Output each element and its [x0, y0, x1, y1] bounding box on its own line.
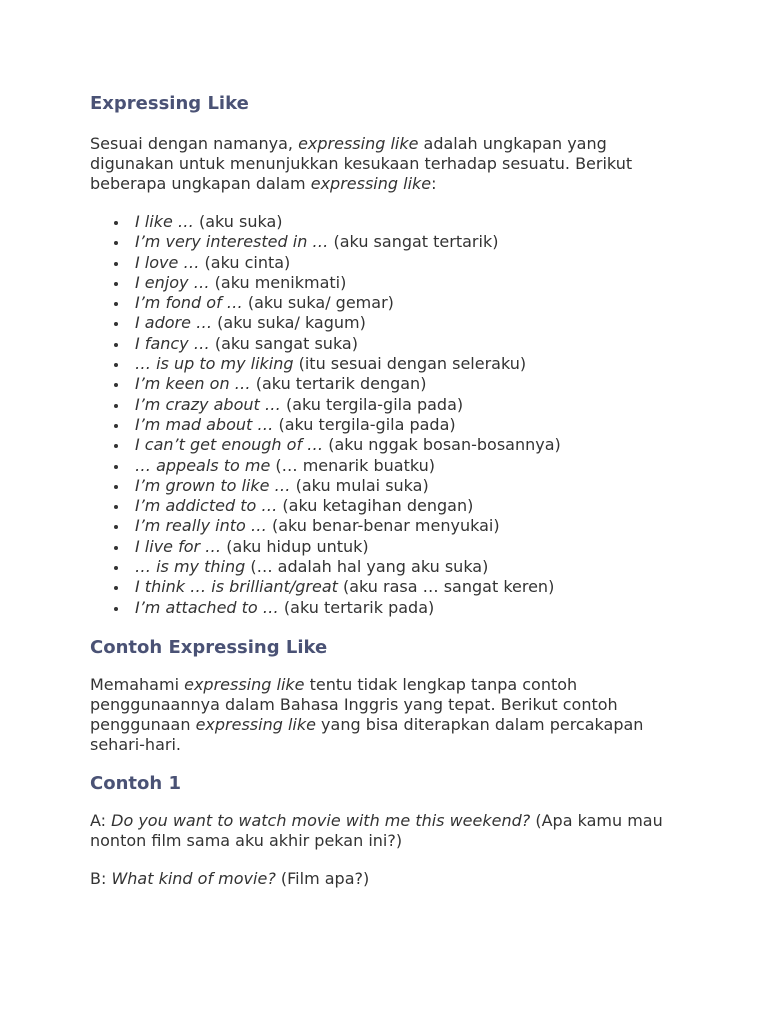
expression-english: I’m fond of … — [135, 293, 243, 313]
example-intro-paragraph — [90, 675, 678, 755]
dialog-speaker: B: — [90, 868, 112, 888]
expression-translation: (aku tertarik dengan) — [250, 374, 427, 394]
expression-english: … appeals to me — [135, 455, 271, 475]
list-item — [90, 456, 678, 476]
list-item — [90, 313, 678, 333]
expression-english: I’m keen on … — [135, 374, 251, 394]
dialog-translation: (Film apa?) — [275, 868, 370, 888]
list-item — [90, 435, 678, 455]
list-item — [90, 415, 678, 435]
expression-translation: (aku cinta) — [199, 252, 291, 272]
list-item — [90, 354, 678, 374]
expression-english: I enjoy … — [135, 272, 210, 292]
list-item — [90, 598, 678, 618]
dialog-line-b — [90, 869, 678, 889]
list-item — [90, 577, 678, 597]
intro-term: expressing like — [310, 174, 432, 193]
intro-text: adalah ungkapan yang digunakan untuk menunjukkan kesukaan terhadap sesuatu. Berikut beberapa ungkapan dalam — [90, 134, 633, 193]
expression-english: I’m attached to … — [135, 597, 279, 617]
intro-term: expressing like — [298, 134, 419, 153]
expression-translation: (aku nggak bosan-bosannya) — [323, 435, 561, 455]
expression-translation: (… menarik buatku) — [270, 455, 435, 475]
list-item — [90, 293, 678, 313]
list-item — [90, 334, 678, 354]
list-item — [90, 212, 678, 232]
expression-english: I love … — [135, 252, 200, 272]
list-item — [90, 496, 678, 516]
example-intro-text: tentu tidak lengkap tanpa contoh penggunaannya dalam Bahasa Inggris yang tepat. Berikut contoh penggunaan — [90, 674, 618, 734]
intro-paragraph — [90, 134, 678, 194]
expression-translation: (aku mulai suka) — [290, 475, 429, 495]
expression-translation: (aku tergila-gila pada) — [280, 394, 464, 414]
expression-english: … is my thing — [135, 557, 246, 577]
example-intro-text: yang bisa diterapkan dalam percakapan sehari-hari. — [90, 714, 644, 754]
dialog-english: What kind of movie? — [111, 868, 276, 888]
expression-english: I adore … — [135, 313, 213, 333]
dialog-translation: (Apa kamu mau nonton film sama aku akhir pekan ini?) — [90, 810, 663, 850]
expression-translation: (aku suka/ gemar) — [242, 293, 394, 313]
expression-english: I fancy … — [135, 333, 210, 353]
expression-english: … is up to my liking — [135, 354, 294, 374]
expression-english: I’m grown to like … — [135, 475, 291, 495]
expression-translation: (aku menikmati) — [209, 272, 347, 292]
list-item — [90, 516, 678, 536]
expression-english: I can’t get enough of … — [135, 435, 324, 455]
expression-translation: (aku sangat tertarik) — [328, 232, 499, 252]
section-heading-expressing-like: Expressing Like — [90, 93, 249, 114]
expression-translation: (aku suka/ kagum) — [212, 313, 366, 333]
example-intro-term: expressing like — [184, 674, 305, 694]
expression-translation: (aku suka) — [193, 212, 283, 231]
list-item — [90, 374, 678, 394]
list-item — [90, 253, 678, 273]
intro-text: : — [431, 174, 437, 193]
expression-english: I’m addicted to … — [135, 496, 278, 516]
expression-translation: (aku sangat suka) — [209, 333, 358, 353]
dialog-line-a — [90, 811, 678, 851]
list-item — [90, 557, 678, 577]
expression-translation: (… adalah hal yang aku suka) — [245, 557, 489, 577]
example-intro-text: Memahami — [90, 674, 185, 694]
expression-english: I’m crazy about … — [135, 394, 281, 414]
expression-english: I’m mad about … — [135, 414, 274, 434]
expression-translation: (aku tertarik pada) — [278, 597, 435, 617]
list-item — [90, 476, 678, 496]
section-heading-contoh-expressing-like: Contoh Expressing Like — [90, 636, 328, 658]
example-intro-term: expressing like — [195, 714, 316, 734]
intro-text: Sesuai dengan namanya, — [90, 134, 299, 153]
expression-translation: (aku tergila-gila pada) — [273, 414, 456, 434]
expression-translation: (itu sesuai dengan seleraku) — [293, 354, 527, 374]
expression-translation: (aku rasa … sangat keren) — [337, 577, 555, 597]
expression-english: I think … is brilliant/great — [135, 577, 338, 597]
expression-translation: (aku hidup untuk) — [221, 536, 369, 556]
expression-translation: (aku benar-benar menyukai) — [266, 516, 500, 536]
dialog-speaker: A: — [90, 810, 112, 830]
list-item — [90, 537, 678, 557]
expression-english: I like … — [135, 212, 194, 231]
dialog-english: Do you want to watch movie with me this weekend? — [111, 810, 531, 830]
expression-english: I’m very interested in … — [135, 232, 329, 252]
list-item — [90, 232, 678, 252]
list-item — [90, 395, 678, 415]
expressions-list — [90, 212, 678, 618]
expression-english: I live for … — [135, 536, 222, 556]
section-heading-contoh-1: Contoh 1 — [90, 772, 181, 794]
expression-translation: (aku ketagihan dengan) — [277, 496, 474, 516]
expression-english: I’m really into … — [135, 516, 267, 536]
list-item — [90, 273, 678, 293]
